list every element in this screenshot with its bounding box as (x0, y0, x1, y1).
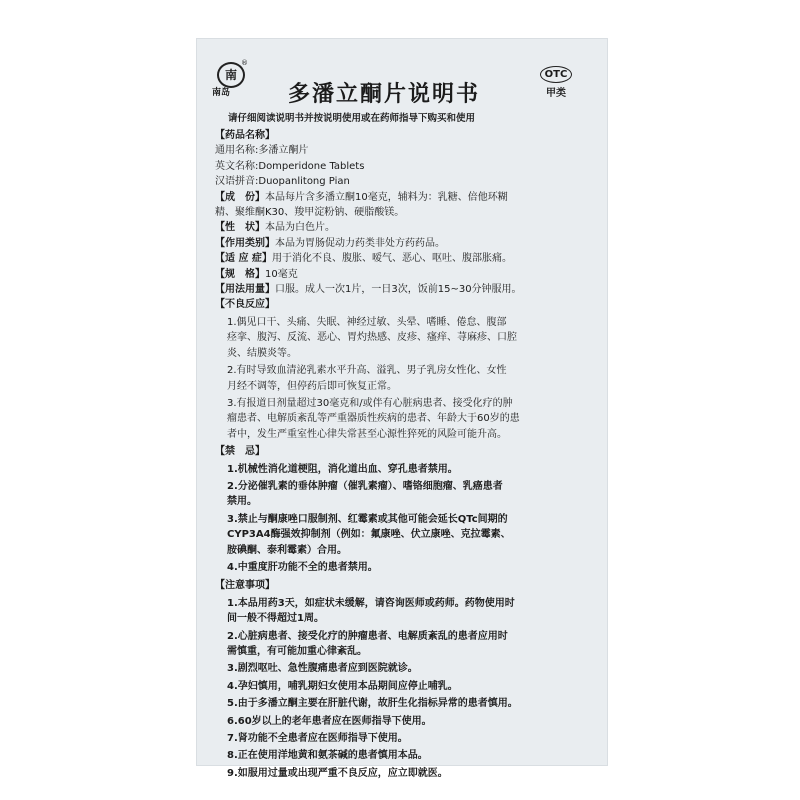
composition-line-2: 精、聚维酮K30、羧甲淀粉钠、硬脂酸镁。 (215, 207, 405, 219)
adverse-3-line-2: 瘤患者、电解质紊乱等严重器质性疾病的患者、年龄大于60岁的患 (227, 413, 520, 425)
document-title: 多潘立酮片说明书 (288, 82, 481, 107)
adverse-1-line-1: 1.偶见口干、头痛、失眠、神经过敏、头晕、嗜睡、倦怠、腹部 (227, 316, 507, 328)
list-item (215, 661, 595, 676)
indication-text: 用于消化不良、腹胀、嗳气、恶心、呕吐、腹部胀痛。 (271, 253, 512, 265)
adverse-1-line-3: 炎、结膜炎等。 (227, 347, 297, 359)
contra-3-line-3: 胺碘酮、泰利霉素）合用。 (227, 544, 347, 556)
precaution-2-line-2: 需慎重，有可能加重心律紊乱。 (227, 646, 367, 657)
leaflet-content (215, 128, 595, 781)
precaution-5: 5.由于多潘立酮主要在肝脏代谢，故肝生化指标异常的患者慎用。 (227, 698, 518, 710)
adverse-2-line-2: 月经不调等，但停药后即可恢复正常。 (227, 380, 397, 392)
list-item (215, 596, 595, 627)
precaution-9: 9.如服用过量或出现严重不良反应，应立即就医。 (227, 767, 448, 779)
list-item (215, 629, 595, 660)
list-item (215, 696, 595, 711)
list-item (215, 731, 595, 746)
list-item (215, 512, 595, 558)
composition-row (215, 190, 595, 205)
list-item (215, 679, 595, 694)
indication-row (215, 251, 595, 266)
spec-text: 10毫克 (265, 268, 298, 280)
contra-2-line-1: 2.分泌催乳素的垂体肿瘤（催乳素瘤）、嗜铬细胞瘤、乳癌患者 (227, 480, 503, 492)
registered-mark: ® (241, 59, 248, 67)
list-item (215, 714, 595, 729)
indication-label: 【适 应 症】 (215, 253, 272, 265)
list-item (215, 479, 595, 510)
appearance-text: 本品为白色片。 (265, 222, 335, 234)
brand-name: 南岛 (212, 88, 231, 98)
section-heading-precautions: 【注意事项】 (215, 580, 275, 592)
generic-name: 通用名称:多潘立酮片 (215, 145, 309, 157)
section-heading-name: 【药品名称】 (215, 130, 275, 141)
precaution-7: 7.肾功能不全患者应在医师指导下使用。 (227, 733, 408, 745)
contra-3-line-2: CYP3A4酶强效抑制剂（例如：氟康唑、伏立康唑、克拉霉素、 (227, 529, 511, 541)
appearance-label: 【性 状】 (215, 222, 265, 234)
precaution-6: 6.60岁以上的老年患者应在医师指导下使用。 (227, 715, 432, 727)
composition-line-1: 本品每片含多潘立酮10毫克，辅料为：乳糖、倍他环糊 (265, 191, 508, 203)
contra-3-line-1: 3.禁止与酮康唑口服制剂、红霉素或其他可能会延长QTc间期的 (227, 513, 508, 525)
precaution-8: 8.正在使用洋地黄和氨茶碱的患者慎用本品。 (227, 750, 428, 762)
otc-class-label: 甲类 (546, 88, 566, 99)
contra-2-line-2: 禁用。 (227, 496, 257, 508)
spec-row (215, 267, 595, 282)
category-label: 【作用类别】 (215, 237, 275, 249)
precaution-2-line-1: 2.心脏病患者、接受化疗的肿瘤患者、电解质紊乱的患者应用时 (227, 630, 508, 642)
adverse-1-line-2: 痉挛、腹泻、反流、恶心、胃灼热感、皮疹、瘙痒、荨麻疹、口腔 (227, 332, 517, 344)
composition-label: 【成 份】 (215, 191, 265, 203)
precaution-1-line-1: 1.本品用药3天，如症状未缓解，请咨询医师或药师。药物使用时 (227, 597, 515, 609)
category-text: 本品为胃肠促动力药类非处方药药品。 (275, 237, 445, 249)
dosage-label: 【用法用量】 (215, 284, 275, 296)
adverse-3-line-1: 3.有报道日剂量超过30毫克和/或伴有心脏病患者、接受化疗的肿 (227, 397, 513, 409)
english-name: 英文名称:Domperidone Tablets (215, 160, 365, 172)
contra-4-line-1: 4.中重度肝功能不全的患者禁用。 (227, 561, 378, 573)
list-item (215, 560, 595, 575)
list-item (215, 396, 595, 442)
section-heading-contra: 【禁 忌】 (215, 446, 265, 458)
list-item (215, 315, 595, 361)
otc-badge: OTC (540, 66, 572, 83)
section-heading-adverse: 【不良反应】 (215, 299, 275, 311)
appearance-row (215, 220, 595, 235)
list-item (215, 766, 595, 781)
brand-logo (212, 59, 252, 98)
adverse-3-line-3: 者中，发生严重室性心律失常甚至心源性猝死的风险可能升高。 (227, 428, 507, 440)
usage-notice: 请仔细阅读说明书并按说明使用或在药师指导下购买和使用 (228, 113, 476, 124)
list-item (215, 363, 595, 394)
list-item (215, 748, 595, 763)
precaution-1-line-2: 间一般不得超过1周。 (227, 613, 324, 625)
dosage-row (215, 282, 595, 297)
logo-mark-icon: 南 (217, 62, 245, 88)
adverse-2-line-1: 2.有时导致血清泌乳素水平升高、溢乳、男子乳房女性化、女性 (227, 365, 507, 377)
dosage-text: 口服。成人一次1片，一日3次，饭前15~30分钟服用。 (275, 284, 522, 296)
contra-1-line-1: 1.机械性消化道梗阻，消化道出血、穿孔患者禁用。 (227, 463, 458, 475)
precaution-4: 4.孕妇慎用，哺乳期妇女使用本品期间应停止哺乳。 (227, 680, 458, 692)
spec-label: 【规 格】 (215, 268, 265, 280)
precaution-3: 3.剧烈呕吐、急性腹痛患者应到医院就诊。 (227, 663, 418, 675)
list-item (215, 462, 595, 477)
pinyin-name: 汉语拼音:Duopanlitong Pian (215, 176, 350, 188)
category-row (215, 236, 595, 251)
